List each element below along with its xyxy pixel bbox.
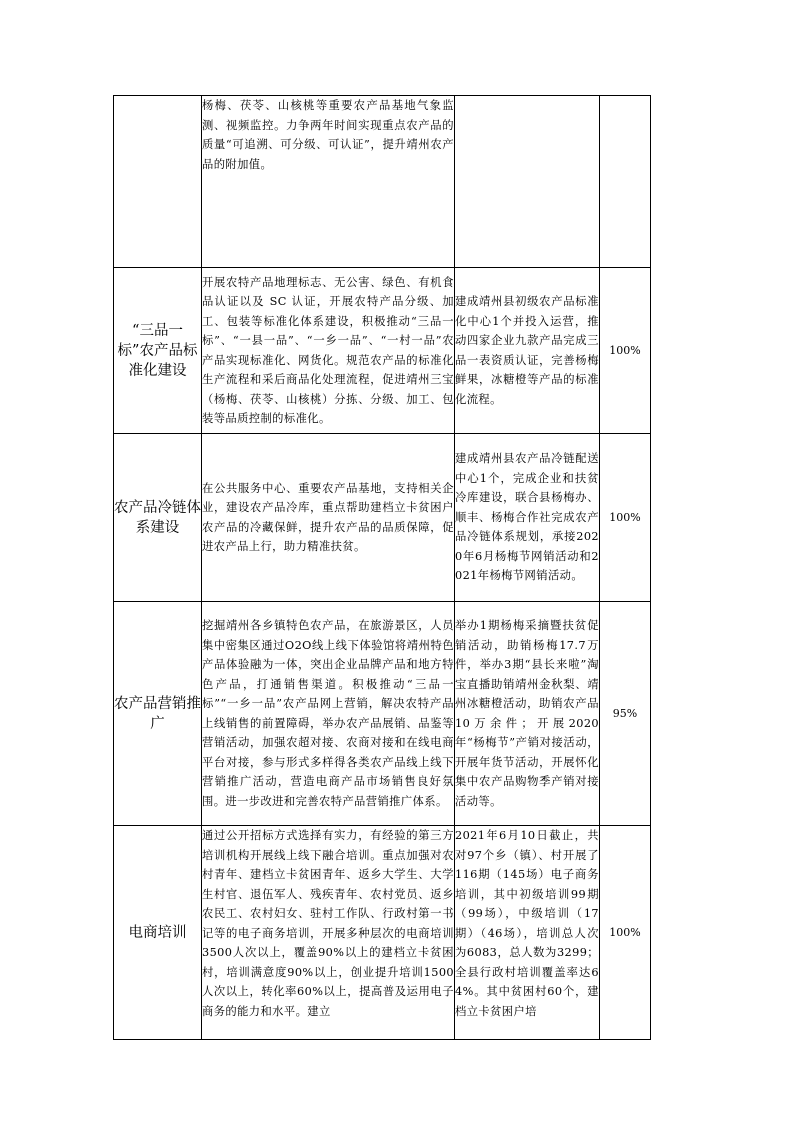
project-description: 杨梅、茯苓、山核桃等重要农产品基地气象监测、视频监控。力争两年时间实现重点农产品的质量“可追溯、可分级、可认证”，提升靖州农产品的附加值。 — [202, 99, 454, 171]
completion-rate-cell: 100% — [600, 826, 651, 1040]
table-row — [114, 826, 651, 1040]
table-row — [114, 268, 651, 434]
project-description-cell: 开展农特产品地理标志、无公害、绿色、有机食品认证以及 SC 认证，开展农特产品分级、加工、包装等标准化体系建设，积极推动“三品一标”、“一县一品”、“一乡一品”、“一村一品”农产品实现标准化、网货化。规范农产品的标准化生产流程和采后商品化处理流程，促进靖州三宝（杨梅、茯苓、山核桃）分拣、分级、加工、包装等品质控制的标准化。 — [202, 268, 455, 434]
project-name-cell: 农产品冷链体系建设 — [114, 434, 202, 602]
project-description-cell — [202, 96, 455, 268]
completion-rate-cell: 95% — [600, 602, 651, 826]
completion-rate-cell — [600, 96, 651, 268]
project-result-cell: 建成靖州县农产品冷链配送中心1个，完成企业和扶贫冷库建设，联合县杨梅办、顺丰、杨梅合作社完成农产品冷链体系规划，承接2020年6月杨梅节网销活动和2021年杨梅节网销活动。 — [455, 434, 600, 602]
table-row — [114, 434, 651, 602]
project-result-cell: 建成靖州县初级农产品标准化中心1个并投入运营，推动四家企业九款产品完成三品一表资质认证，完善杨梅鲜果，冰糖橙等产品的标准化流程。 — [455, 268, 600, 434]
project-name-cell: 电商培训 — [114, 826, 202, 1040]
project-result-cell: 举办1期杨梅采摘暨扶贫促销活动，助销杨梅17.7万件，举办3期“县长来啦”淘宝直播助销靖州金秋梨、靖州冰糖橙活动，助销农产品10万余件；开展2020年“杨梅节”产销对接活动，开展年货节活动，开展怀化集中农产品购物季产销对接活动等。 — [455, 602, 600, 826]
project-description-cell: 在公共服务中心、重要农产品基地，支持相关企业，建设农产品冷库，重点帮助建档立卡贫困户农产品的冷藏保鲜，提升农产品的品质保障，促进农产品上行，助力精准扶贫。 — [202, 434, 455, 602]
completion-rate-cell: 100% — [600, 268, 651, 434]
completion-rate-cell: 100% — [600, 434, 651, 602]
project-name-cell: “三品一标”农产品标准化建设 — [114, 268, 202, 434]
project-name-cell — [114, 96, 202, 268]
project-result: 2021年6月10日截止，共对97个乡（镇）、村开展了116期（145场）电子商务培训，其中初级培训99期（99场），中级培训（17期）（46场），培训总人次为6083，总人数为3299；全县行政村培训覆盖率达64%。其中贫困村60个，建档立卡贫困户培 — [455, 829, 599, 1018]
project-result-cell — [455, 96, 600, 268]
project-result-cell — [455, 826, 600, 1040]
project-table — [113, 95, 651, 1040]
table-row — [114, 602, 651, 826]
table-row — [114, 96, 651, 268]
project-description: 通过公开招标方式选择有实力，有经验的第三方培训机构开展线上线下融合培训。重点加强对农村青年、建档立卡贫困青年、返乡大学生、大学生村官、退伍军人、残疾青年、农村党员、返乡农民工、农村妇女、驻村工作队、行政村第一书记等的电子商务培训，开展多种层次的电商培训3500人次以上，覆盖90%以上的建档立卡贫困村，培训满意度90%以上，创业提升培训1500人次以上，转化率60%以上，提高普及运用电子商务的能力和水平。建立 — [202, 829, 454, 1018]
project-description-cell — [202, 826, 455, 1040]
project-name-cell: 农产品营销推广 — [114, 602, 202, 826]
project-description-cell: 挖掘靖州各乡镇特色农产品，在旅游景区，人员集中密集区通过O2O线上线下体验馆将靖州特色产品体验融为一体，突出企业品牌产品和地方特色产品，打通销售渠道。积极推动“三品一标”“一乡一品”农产品网上营销，解决农特产品上线销售的前置障碍，举办农产品展销、品鉴等营销活动，加强农超对接、农商对接和在线电商平台对接，参与形式多样得各类农产品线上线下营销推广活动，营造电商产品市场销售良好氛围。进一步改进和完善农特产品营销推广体系。 — [202, 602, 455, 826]
